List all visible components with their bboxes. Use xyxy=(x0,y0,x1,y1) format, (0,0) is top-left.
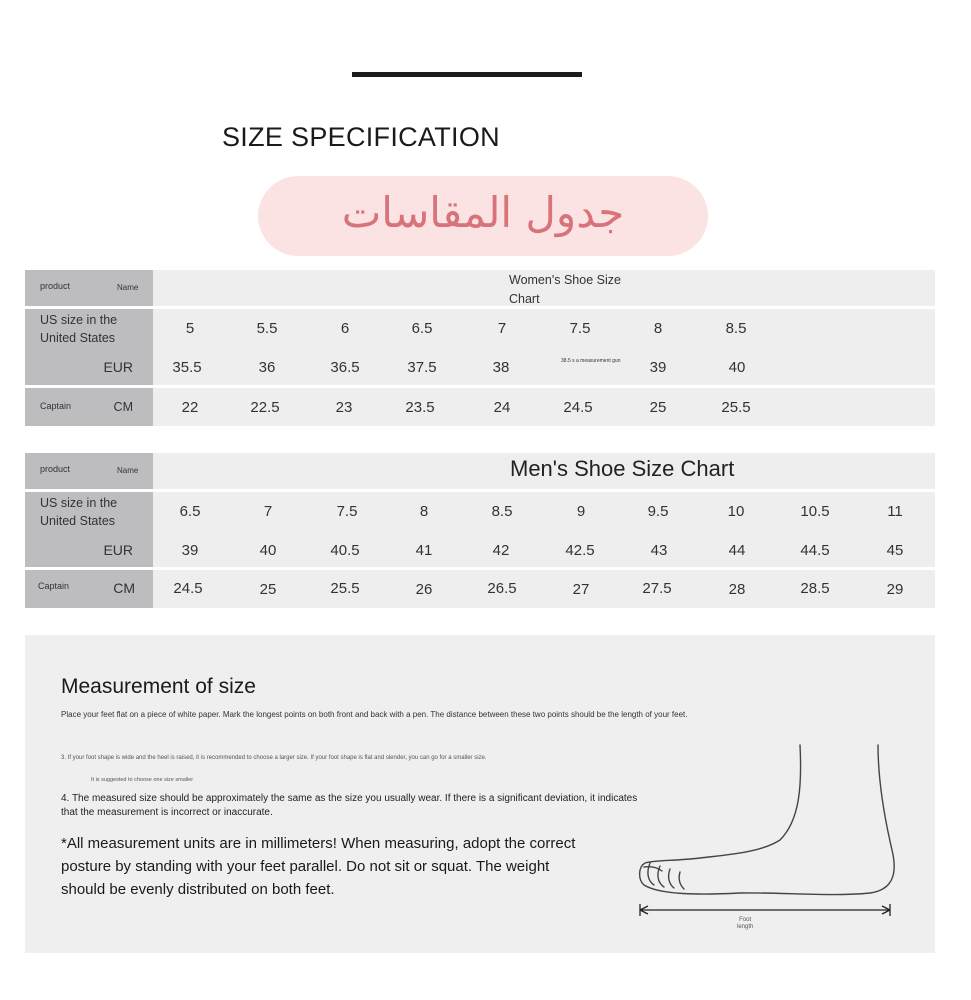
women-eur-cell: 39 xyxy=(649,359,667,376)
men-cm-cell: 26.5 xyxy=(487,580,517,597)
men-eur-cell: 45 xyxy=(886,542,904,559)
women-cm-cell: 25 xyxy=(649,399,667,416)
cm-label: CM xyxy=(113,580,135,596)
men-eur-cell: 42 xyxy=(492,542,510,559)
page-title: SIZE SPECIFICATION xyxy=(222,122,500,152)
women-cm-cell: 24 xyxy=(493,399,511,416)
arabic-title: جدول المقاسات xyxy=(341,188,625,237)
women-us-cell: 6.5 xyxy=(411,320,433,337)
men-us-cell: 8 xyxy=(419,503,429,520)
men-eur-cell: 44.5 xyxy=(800,542,830,559)
instruction-step-3-sub: It is suggested to choose one size smaller xyxy=(91,777,194,783)
men-chart-title: Men's Shoe Size Chart xyxy=(510,456,735,481)
instruction-place: Place your feet flat on a piece of white paper. Mark the longest points on both front and back with a pen. The distance between these two points should be the length of your feet. xyxy=(61,710,688,719)
men-cm-cell: 24.5 xyxy=(173,580,203,597)
men-eur-cell: 44 xyxy=(728,542,746,559)
foot-outline-icon xyxy=(630,735,910,935)
women-eur-cell: 35.5 xyxy=(172,359,202,376)
men-eur-cell: 41 xyxy=(415,542,433,559)
women-eur-cell: 38 xyxy=(492,359,510,376)
men-eur-cell: 40.5 xyxy=(330,542,360,559)
men-us-cell: 8.5 xyxy=(491,503,513,520)
men-size-table xyxy=(25,453,935,608)
men-us-cell: 6.5 xyxy=(179,503,201,520)
row-separator xyxy=(25,567,935,570)
women-cm-cell: 22 xyxy=(181,399,199,416)
men-us-cell: 9.5 xyxy=(647,503,669,520)
men-cm-cell: 27 xyxy=(572,581,590,598)
women-cm-cell: 23 xyxy=(335,399,353,416)
men-us-cell: 10 xyxy=(727,503,745,520)
men-cm-cell: 26 xyxy=(415,581,433,598)
men-us-cell: 7.5 xyxy=(336,503,358,520)
men-cm-cell: 25 xyxy=(259,581,277,598)
men-cm-cell: 29 xyxy=(886,581,904,598)
instruction-step-4: 4. The measured size should be approximately the same as the size you usually wear. If there is a significant deviation, it indicates that the measurement is incorrect or inaccurate. xyxy=(61,793,638,818)
women-eur-cell: 36 xyxy=(258,359,276,376)
name-label: Name xyxy=(117,283,139,292)
women-us-cell: 5 xyxy=(185,320,195,337)
men-us-cell: 10.5 xyxy=(800,503,830,520)
women-us-cell: 5.5 xyxy=(256,320,278,337)
men-cm-cell: 28 xyxy=(728,581,746,598)
top-divider xyxy=(352,72,582,77)
women-cm-cell: 24.5 xyxy=(563,399,593,416)
measurement-panel xyxy=(25,635,935,953)
instruction-step-3: 3. If your foot shape is wide and the heel is raised, it is recommended to choose a larger size. If your foot shape is flat and slender, you can go for a smaller size. xyxy=(61,755,487,761)
measurement-title: Measurement of size xyxy=(61,675,256,698)
women-cm-cell: 25.5 xyxy=(721,399,751,416)
men-eur-cell: 43 xyxy=(650,542,668,559)
women-us-cell: 8 xyxy=(653,320,663,337)
row-separator xyxy=(25,385,935,388)
men-us-cell: 9 xyxy=(576,503,586,520)
women-eur-cell: 36.5 xyxy=(330,359,360,376)
row-separator xyxy=(25,489,935,492)
women-cm-cell: 22.5 xyxy=(250,399,280,416)
women-eur-cell-blurred: 38.5 s a measurement gun xyxy=(561,358,621,364)
men-us-cell: 11 xyxy=(887,503,903,520)
women-us-cell: 7 xyxy=(497,320,507,337)
men-eur-cell: 42.5 xyxy=(565,542,595,559)
men-us-cell: 7 xyxy=(263,503,273,520)
women-us-cell: 8.5 xyxy=(725,320,747,337)
eur-label: EUR xyxy=(103,542,133,558)
women-cm-cell: 23.5 xyxy=(405,399,435,416)
eur-label: EUR xyxy=(103,359,133,375)
name-label: Name xyxy=(117,466,139,475)
women-eur-cell: 37.5 xyxy=(407,359,437,376)
men-eur-cell: 39 xyxy=(181,542,199,559)
women-eur-cell: 40 xyxy=(728,359,746,376)
us-size-label: US size in the United States xyxy=(40,313,118,345)
women-chart-title: Women's Shoe Size Chart xyxy=(509,273,621,306)
women-size-table xyxy=(25,270,935,426)
captain-label: Captain xyxy=(40,401,72,411)
captain-label: Captain xyxy=(38,581,70,591)
foot-length-label: Foot length xyxy=(737,917,754,930)
men-cm-cell: 28.5 xyxy=(800,580,830,597)
men-cm-cell: 27.5 xyxy=(642,580,672,597)
row-separator xyxy=(25,306,935,309)
product-label: product xyxy=(40,281,71,291)
product-label: product xyxy=(40,464,71,474)
men-cm-cell: 25.5 xyxy=(330,580,360,597)
women-us-cell: 6 xyxy=(340,320,350,337)
us-size-label: US size in the United States xyxy=(40,496,118,528)
cm-label: CM xyxy=(113,400,133,414)
measurement-note: *All measurement units are in millimeters! When measuring, adopt the correct posture by standing with your feet parallel. Do not sit or squat. The weight should be evenly distributed on both feet. xyxy=(61,835,576,898)
women-us-cell: 7.5 xyxy=(569,320,591,337)
arabic-title-badge xyxy=(258,176,708,256)
men-eur-cell: 40 xyxy=(259,542,277,559)
